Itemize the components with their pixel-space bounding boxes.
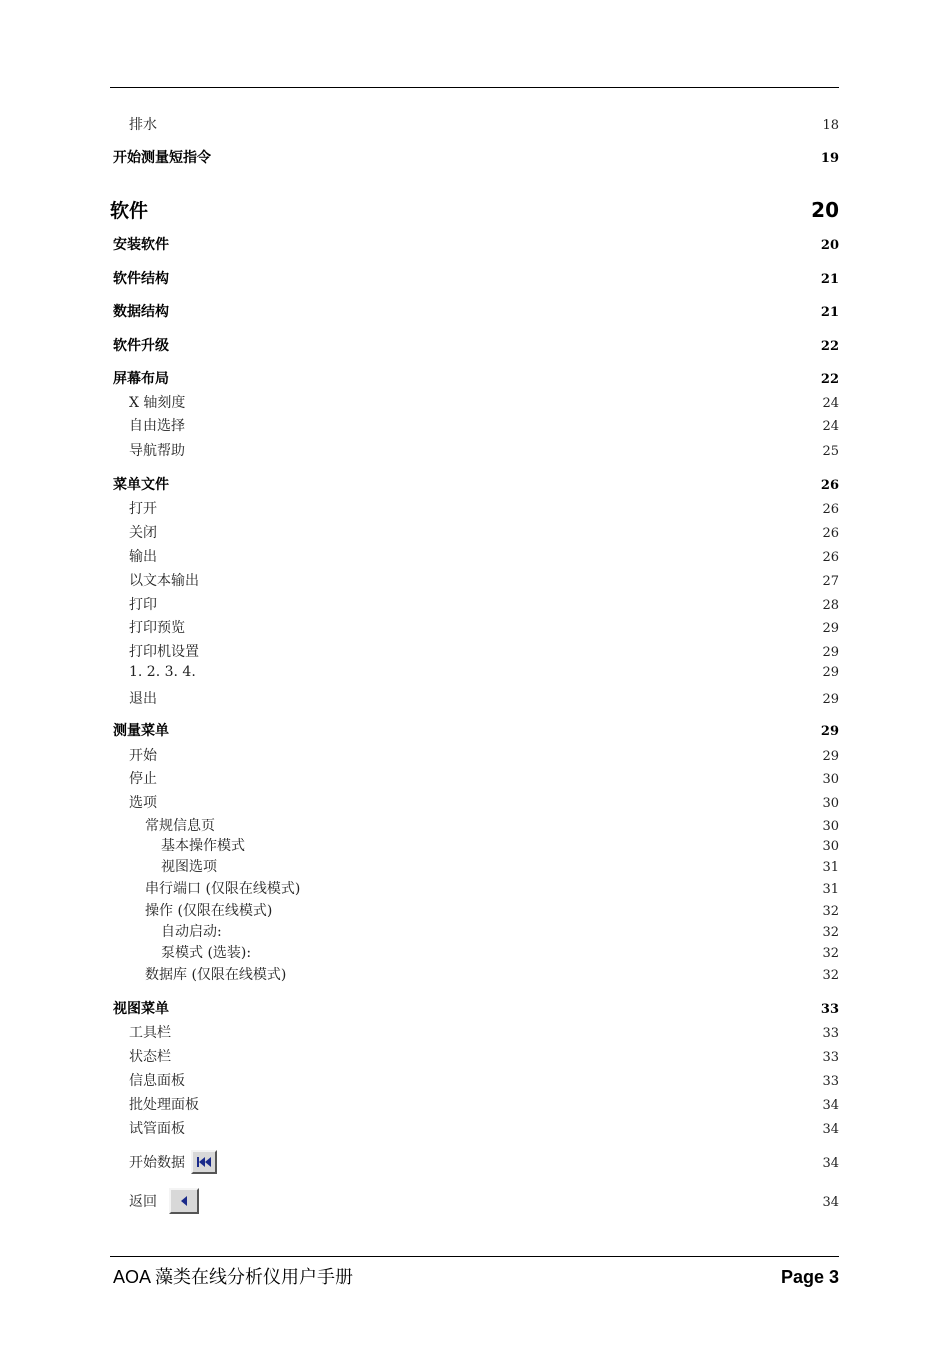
toc-entry-page: 31 — [822, 860, 839, 875]
toc-entry-page: 26 — [820, 478, 839, 493]
toc-entry-page: 30 — [822, 772, 839, 787]
toc-entry-title — [110, 594, 157, 614]
toc-entry-title — [110, 942, 251, 962]
toc-entry[interactable] — [110, 617, 839, 637]
toc-entry-label: 开始数据 — [129, 1155, 185, 1171]
toc-entry[interactable] — [110, 998, 839, 1018]
toc-entry[interactable] — [110, 942, 839, 962]
toc-entry[interactable] — [110, 921, 839, 941]
toc-entry-label: 泵模式 (选装): — [161, 945, 252, 961]
skip-to-start-icon — [191, 1150, 217, 1174]
toc-entry-label: 打印机设置 — [129, 644, 199, 660]
toc-entry-label: 操作 (仅限在线模式) — [145, 903, 273, 919]
toc-entry-title — [110, 474, 169, 494]
toc-entry[interactable] — [110, 745, 839, 765]
toc-entry-title — [110, 301, 169, 321]
toc-entry[interactable] — [110, 720, 839, 740]
toc-entry-label: 1. 2. 3. 4. — [129, 664, 196, 680]
toc-entry-page: 33 — [822, 1050, 839, 1065]
toc-entry-label: 导航帮助 — [129, 443, 185, 459]
toc-entry[interactable] — [110, 768, 839, 788]
toc-entry-title — [110, 964, 286, 984]
toc-entry-label: 开始 — [129, 748, 157, 764]
toc-entry-label: 自动启动: — [161, 924, 222, 940]
toc-entry-page: 18 — [822, 118, 839, 133]
toc-entry[interactable] — [110, 522, 839, 542]
toc-entry-page: 30 — [822, 839, 839, 854]
toc-entry-label: 数据结构 — [113, 304, 169, 320]
toc-entry-page: 29 — [822, 645, 839, 660]
toc-entry-label: 工具栏 — [129, 1025, 171, 1041]
toc-entry-title — [110, 768, 157, 788]
toc-entry[interactable] — [110, 641, 839, 661]
toc-entry[interactable] — [110, 1046, 839, 1066]
toc-entry-title — [110, 114, 157, 134]
toc-entry[interactable] — [110, 147, 839, 167]
toc-entry[interactable] — [110, 878, 839, 898]
toc-entry-title — [110, 745, 157, 765]
toc-entry[interactable] — [110, 498, 839, 518]
toc-entry-label: 串行端口 (仅限在线模式) — [145, 881, 301, 897]
toc-entry[interactable] — [110, 856, 839, 876]
toc-entry-label: 关闭 — [129, 525, 157, 541]
toc-entry-title — [110, 1046, 171, 1066]
toc-entry-label: 信息面板 — [129, 1073, 185, 1089]
toc-entry-page: 20 — [820, 238, 839, 253]
toc-entry-page: 26 — [822, 502, 839, 517]
toc-entry-title — [110, 147, 211, 167]
toc-entry-title — [110, 900, 272, 920]
toc-entry-label: 以文本输出 — [129, 573, 199, 589]
toc-entry-label: 安装软件 — [113, 237, 169, 253]
toc-entry-page: 34 — [822, 1156, 839, 1171]
toc-entry-page: 28 — [822, 598, 839, 613]
table-of-contents — [110, 0, 839, 1345]
toc-entry-page: 29 — [822, 692, 839, 707]
toc-entry-page: 24 — [822, 396, 839, 411]
toc-entry[interactable] — [110, 392, 839, 412]
toc-entry-page: 20 — [811, 198, 839, 222]
toc-entry-page: 33 — [820, 1002, 839, 1017]
toc-entry-title — [110, 268, 169, 288]
toc-entry-page: 32 — [822, 925, 839, 940]
toc-entry[interactable] — [110, 815, 839, 835]
toc-entry-page: 21 — [820, 272, 839, 287]
toc-entry[interactable] — [110, 415, 839, 435]
toc-entry[interactable] — [110, 1150, 839, 1174]
toc-entry-label: X 轴刻度 — [129, 395, 186, 411]
toc-entry-title — [110, 1188, 199, 1214]
toc-entry[interactable] — [110, 234, 839, 254]
toc-entry-page: 29 — [822, 621, 839, 636]
toc-entry-label: 软件 — [110, 200, 149, 222]
toc-entry-label: 停止 — [129, 771, 157, 787]
toc-entry-label: 选项 — [129, 795, 157, 811]
toc-entry[interactable] — [110, 570, 839, 590]
toc-entry-label: 视图菜单 — [113, 1001, 169, 1017]
toc-entry-label: 批处理面板 — [129, 1097, 199, 1113]
toc-entry-label: 排水 — [129, 117, 157, 133]
toc-entry-page: 34 — [822, 1195, 839, 1210]
toc-entry[interactable] — [110, 268, 839, 288]
toc-entry-title — [110, 688, 157, 708]
toc-entry[interactable] — [110, 688, 839, 708]
toc-entry-title — [110, 1070, 185, 1090]
toc-entry-title — [110, 392, 185, 412]
toc-entry[interactable] — [110, 1094, 839, 1114]
toc-entry-title — [110, 641, 199, 661]
toc-entry-title — [110, 998, 169, 1018]
toc-entry-page: 27 — [822, 574, 839, 589]
toc-entry-label: 软件升级 — [113, 338, 169, 354]
toc-entry-title — [110, 664, 196, 680]
toc-entry-page: 32 — [822, 968, 839, 983]
toc-entry-page: 19 — [820, 151, 839, 166]
toc-entry[interactable] — [110, 1070, 839, 1090]
toc-entry[interactable] — [110, 1022, 839, 1042]
toc-entry-title — [110, 570, 199, 590]
toc-entry[interactable] — [110, 301, 839, 321]
toc-entry-label: 常规信息页 — [145, 818, 215, 834]
back-arrow-icon — [169, 1188, 199, 1214]
toc-entry-title — [110, 878, 300, 898]
toc-entry[interactable] — [110, 1188, 839, 1214]
toc-entry-page: 24 — [822, 419, 839, 434]
toc-entry-label: 菜单文件 — [113, 477, 169, 493]
toc-entry-title — [110, 546, 157, 566]
toc-entry-label: 测量菜单 — [113, 723, 169, 739]
toc-entry-title — [110, 856, 217, 876]
toc-entry[interactable] — [110, 900, 839, 920]
toc-entry-title — [110, 335, 169, 355]
toc-entry[interactable] — [110, 368, 839, 388]
toc-entry[interactable] — [110, 664, 839, 680]
toc-entry-page: 30 — [822, 796, 839, 811]
toc-entry[interactable] — [110, 196, 839, 223]
toc-entry-label: 打印预览 — [129, 620, 185, 636]
toc-entry-title — [110, 196, 148, 223]
toc-entry-page: 25 — [822, 444, 839, 459]
toc-entry-title — [110, 1022, 171, 1042]
toc-entry[interactable] — [110, 474, 839, 494]
toc-entry-label: 打开 — [129, 501, 157, 517]
footer-page-number: Page 3 — [780, 1267, 839, 1287]
toc-entry-page: 29 — [820, 724, 839, 739]
toc-entry-page: 22 — [820, 372, 839, 387]
toc-entry[interactable] — [110, 792, 839, 812]
toc-entry-title — [110, 415, 185, 435]
toc-entry-title — [110, 617, 185, 637]
toc-entry[interactable] — [110, 1118, 839, 1138]
page-footer — [113, 1263, 839, 1289]
footer-rule — [110, 1256, 839, 1257]
toc-entry-title — [110, 522, 157, 542]
toc-entry-page: 29 — [822, 665, 839, 680]
toc-entry-title — [110, 720, 169, 740]
toc-entry[interactable] — [110, 114, 839, 134]
toc-entry-page: 34 — [822, 1098, 839, 1113]
toc-entry-label: 返回 — [129, 1194, 157, 1210]
toc-entry-page: 26 — [822, 526, 839, 541]
toc-entry-title — [110, 368, 169, 388]
toc-entry-label: 试管面板 — [129, 1121, 185, 1137]
toc-entry-page: 31 — [822, 882, 839, 897]
toc-entry-page: 33 — [822, 1074, 839, 1089]
toc-entry-label: 基本操作模式 — [161, 838, 245, 854]
toc-entry[interactable] — [110, 964, 839, 984]
toc-entry-label: 软件结构 — [113, 271, 169, 287]
toc-entry-page: 32 — [822, 904, 839, 919]
toc-entry-label: 打印 — [129, 597, 157, 613]
toc-entry-label: 输出 — [129, 549, 157, 565]
toc-entry-page: 26 — [822, 550, 839, 565]
toc-entry-page: 29 — [822, 749, 839, 764]
toc-entry-page: 33 — [822, 1026, 839, 1041]
toc-entry[interactable] — [110, 335, 839, 355]
toc-entry-title — [110, 1094, 199, 1114]
toc-entry[interactable] — [110, 440, 839, 460]
toc-entry-label: 自由选择 — [129, 418, 185, 434]
toc-entry-label: 状态栏 — [129, 1049, 171, 1065]
toc-entry[interactable] — [110, 835, 839, 855]
toc-entry[interactable] — [110, 594, 839, 614]
toc-entry[interactable] — [110, 546, 839, 566]
toc-entry-label: 视图选项 — [161, 859, 217, 875]
toc-entry-page: 34 — [822, 1122, 839, 1137]
toc-entry-title — [110, 815, 215, 835]
toc-entry-label: 开始测量短指令 — [113, 150, 211, 166]
toc-entry-label: 退出 — [129, 691, 157, 707]
toc-entry-title — [110, 792, 157, 812]
toc-entry-page: 22 — [820, 339, 839, 354]
toc-entry-title — [110, 1118, 185, 1138]
toc-entry-title — [110, 498, 157, 518]
toc-entry-label: 数据库 (仅限在线模式) — [145, 967, 287, 983]
toc-entry-title — [110, 440, 185, 460]
toc-entry-page: 21 — [820, 305, 839, 320]
toc-entry-page: 32 — [822, 946, 839, 961]
toc-entry-title — [110, 1150, 217, 1174]
footer-title: AOA 藻类在线分析仪用户手册 — [113, 1267, 354, 1287]
toc-entry-title — [110, 234, 169, 254]
toc-entry-label: 屏幕布局 — [113, 371, 169, 387]
toc-entry-page: 30 — [822, 819, 839, 834]
toc-entry-title — [110, 835, 245, 855]
toc-entry-title — [110, 921, 222, 941]
